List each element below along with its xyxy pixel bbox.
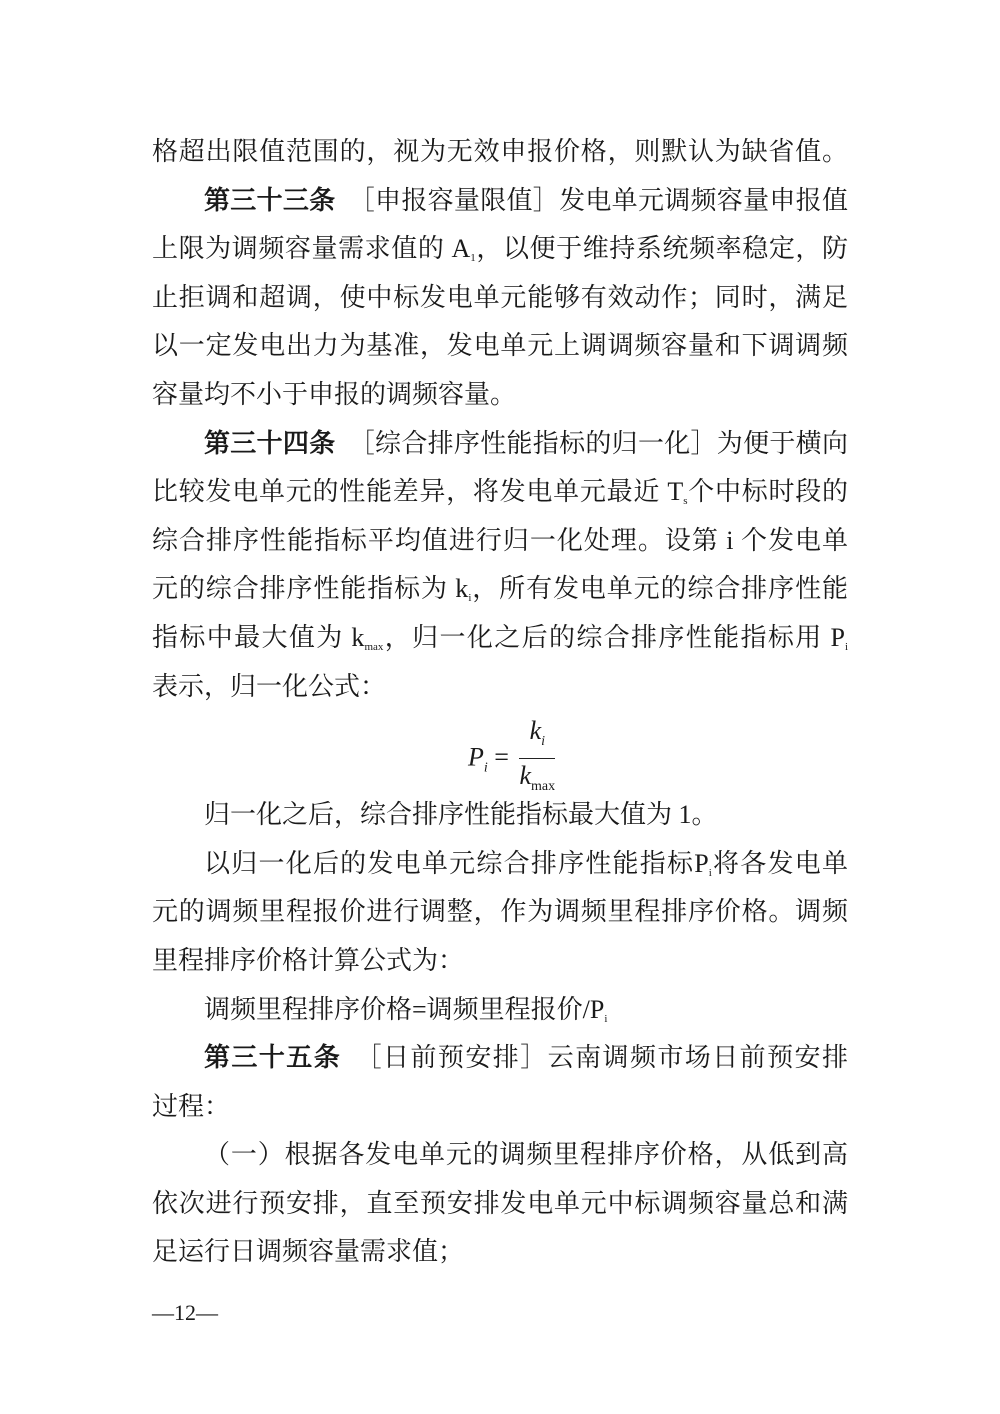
text-segment: 止拒调和超调，使中标发电单元能够有效动作；同时，满足 (152, 282, 848, 312)
text-line (152, 986, 848, 1035)
subscript: 1 (470, 252, 476, 265)
subscript: i (708, 866, 712, 879)
text-line (152, 517, 848, 566)
text-line (152, 371, 848, 420)
text-segment: ，所有发电单元的综合排序性能 (471, 574, 848, 604)
formula-fraction (519, 715, 555, 804)
subscript: max (364, 640, 384, 653)
text-segment: 指标中最大值为 k (152, 622, 365, 652)
text-segment: 调频里程排序价格=调频里程报价/P (204, 994, 605, 1024)
text-line (152, 468, 848, 517)
text-segment: 以一定发电出力为基准，发电单元上调调频容量和下调调频 (152, 331, 848, 361)
text-segment: 元的调频里程报价进行调整，作为调频里程排序价格。调频 (152, 897, 848, 927)
document-page (152, 128, 848, 1277)
text-segment: ，归一化之后的综合排序性能指标用 P (383, 622, 845, 652)
text-line (152, 1083, 848, 1132)
subscript: i (468, 592, 472, 605)
text-line (152, 420, 848, 469)
text-segment: 过程： (152, 1091, 231, 1121)
subscript: i (604, 1012, 608, 1025)
formula-numerator: k (529, 716, 542, 746)
formula-denominator-sub: max (531, 779, 556, 795)
text-line (152, 225, 848, 274)
text-segment: 上限为调频容量需求值的 A (152, 234, 471, 264)
text-line (152, 888, 848, 937)
text-segment: ［日前预安排］云南调频市场日前预安排 (341, 1043, 848, 1073)
page-number: —12— (152, 1300, 218, 1325)
text-segment: 元的综合排序性能指标为 k (152, 574, 469, 604)
formula-denominator: k (519, 761, 531, 791)
formula-lhs: P (468, 742, 484, 772)
text-line (152, 1180, 848, 1229)
subscript: s (683, 495, 688, 508)
text-segment: 依次进行预安排，直至预安排发电单元中标调频容量总和满 (152, 1188, 848, 1218)
formula-equals: = (494, 742, 509, 772)
text-segment: 表示，归一化公式： (152, 671, 387, 701)
text-line (152, 614, 848, 663)
text-line (152, 663, 848, 712)
text-line (152, 128, 848, 177)
text-segment: ［申报容量限值］发电单元调频容量申报值 (335, 185, 848, 215)
text-line (152, 1228, 848, 1277)
text-line (152, 565, 848, 614)
formula-lhs-sub: i (483, 760, 488, 776)
text-segment: 里程排序价格计算公式为： (152, 945, 465, 975)
text-segment: 以归一化后的发电单元综合排序性能指标P (204, 848, 709, 878)
text-segment: 综合排序性能指标平均值进行归一化处理。设第 i 个发电单 (152, 525, 848, 555)
text-segment: 格超出限值范围的，视为无效申报价格，则默认为缺省值。 (152, 137, 848, 166)
text-segment: （一）根据各发电单元的调频里程排序价格，从低到高 (204, 1140, 848, 1170)
article-heading: 第三十四条 (204, 428, 336, 458)
formula-numerator-sub: i (541, 734, 545, 750)
paragraphs-before-formula (152, 128, 848, 711)
text-segment: 将各发电单 (711, 848, 848, 878)
text-segment: 归一化之后，综合排序性能指标最大值为 1。 (204, 800, 718, 830)
subscript: i (844, 640, 848, 653)
text-line (152, 1034, 848, 1083)
text-segment: 容量均不小于申报的调频容量。 (152, 379, 517, 409)
article-heading: 第三十三条 (204, 185, 336, 215)
paragraphs-after-formula (152, 791, 848, 1277)
article-heading: 第三十五条 (204, 1043, 342, 1073)
text-segment: ，以便于维持系统频率稳定，防 (475, 234, 848, 264)
text-line (152, 274, 848, 323)
normalization-formula (152, 711, 848, 795)
text-segment: 比较发电单元的性能差异，将发电单元最近 T (152, 477, 684, 507)
text-line (152, 177, 848, 226)
text-segment: ［综合排序性能指标的归一化］为便于横向 (335, 428, 848, 458)
text-line (152, 1131, 848, 1180)
text-segment: 个中标时段的 (687, 477, 848, 507)
text-line (152, 937, 848, 986)
text-line (152, 322, 848, 371)
text-segment: 足运行日调频容量需求值； (152, 1237, 465, 1267)
text-line (152, 840, 848, 889)
